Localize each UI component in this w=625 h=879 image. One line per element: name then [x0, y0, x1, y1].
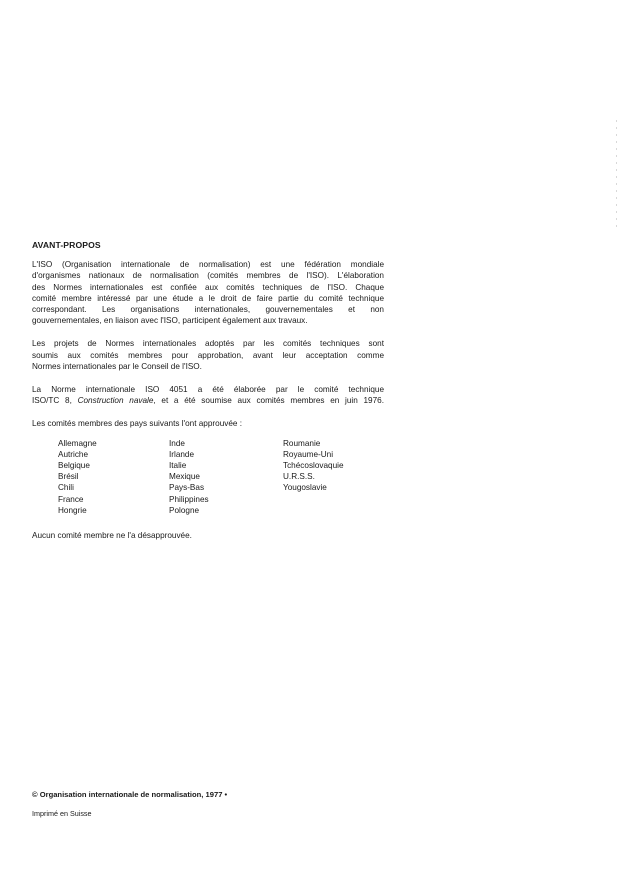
text-line: des Normes internationales est confiée aux comités techniques de l'ISO. Chaque	[32, 282, 384, 292]
country-column-1	[58, 438, 97, 516]
country-name: Mexique	[169, 472, 200, 482]
country-name: Philippines	[169, 494, 209, 504]
approval-intro: Les comités membres des pays suivants l'ont approuvée :	[32, 419, 242, 429]
copyright-notice: © Organisation internationale de normalisation, 1977 •	[32, 790, 228, 799]
country-column-3	[283, 438, 344, 494]
country-name: Tchécoslovaquie	[283, 461, 344, 471]
country-name: Irlande	[169, 449, 195, 459]
foreword-section	[32, 240, 384, 553]
paragraph-standard-origin	[32, 384, 384, 406]
country-name: U.R.S.S.	[283, 472, 315, 482]
text-line: comité membre intéressé par une étude a le droit de faire partie du comité technique	[32, 293, 384, 303]
country-name: Roumanie	[283, 438, 321, 448]
country-name: France	[58, 494, 84, 504]
committee-title: Construction navale	[77, 396, 154, 406]
country-name: Allemagne	[58, 438, 97, 448]
country-name: Autriche	[58, 449, 89, 459]
text-line	[32, 395, 384, 406]
scan-edge-mark	[616, 120, 617, 230]
text-line: Normes internationales par le Conseil de l'ISO.	[32, 361, 202, 371]
text-line: gouvernementales, en liaison avec l'ISO, participent également aux travaux.	[32, 316, 308, 326]
country-name: Chili	[58, 483, 74, 493]
printed-in-notice: Imprimé en Suisse	[32, 809, 92, 818]
country-name: Hongrie	[58, 505, 87, 515]
country-column-2	[169, 438, 209, 516]
text-line: d'organismes nationaux de normalisation (comités membres de l'ISO). L'élaboration	[32, 271, 384, 281]
country-name: Pays-Bas	[169, 483, 205, 493]
text-line: La Norme internationale ISO 4051 a été élaborée par le comité technique	[32, 385, 384, 395]
text-line: soumis aux comités membres pour approbation, avant leur acceptation comme	[32, 350, 384, 360]
submission-text: , et a été soumise aux comités membres en juin 1976.	[153, 396, 384, 406]
text-line: L'ISO (Organisation internationale de normalisation) est une fédération mondiale	[32, 260, 384, 270]
disapproval-statement: Aucun comité membre ne l'a désapprouvée.	[32, 530, 192, 540]
country-name: Yougoslavie	[283, 483, 327, 493]
text-line: correspondant. Les organisations internationales, gouvernementales et non	[32, 305, 384, 315]
paragraph-iso-intro	[32, 259, 384, 326]
committee-ref: ISO/TC 8,	[32, 396, 78, 406]
country-name: Pologne	[169, 505, 200, 515]
country-name: Inde	[169, 438, 185, 448]
country-name: Italie	[169, 461, 187, 471]
text-line: Les projets de Normes internationales adoptés par les comités techniques sont	[32, 339, 384, 349]
country-name: Brésil	[58, 472, 79, 482]
country-list	[32, 438, 384, 520]
country-name: Belgique	[58, 461, 90, 471]
paragraph-draft-approval	[32, 338, 384, 372]
foreword-heading: AVANT-PROPOS	[32, 240, 101, 250]
country-name: Royaume-Uni	[283, 449, 334, 459]
